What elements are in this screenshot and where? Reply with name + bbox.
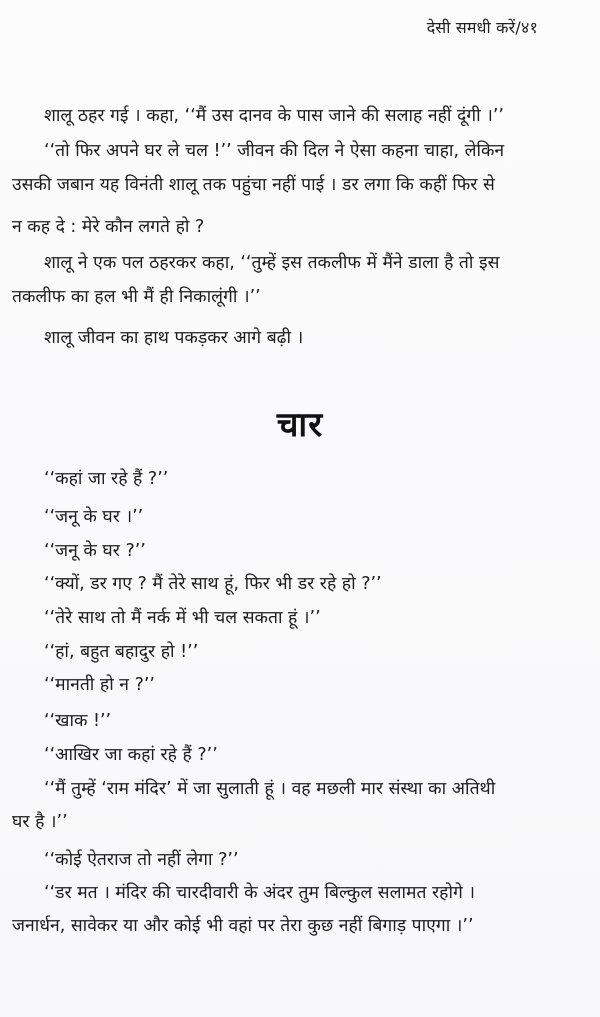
running-header: देसी समधी करें/४१ — [426, 18, 538, 37]
dialogue-line: ‘‘डर मत । मंदिर की चारदीवारी के अंदर तुम बिल्कुल सलामत रहोगे । — [44, 883, 476, 903]
text-line: उसकी जबान यह विनंती शालू तक पहुंचा नहीं पाई । डर लगा कि कहीं फिर से — [12, 175, 495, 195]
dialogue-line: ‘‘क्यों, डर गए ? मैं तेरे साथ हूं, फिर भी डर रहे हो ?’’ — [44, 574, 382, 594]
dialogue-line: ‘‘जनू के घर ।’’ — [44, 507, 144, 527]
dialogue-line: ‘‘मैं तुम्हें ‘राम मंदिर’ में जा सुलाती हूं । वह मछली मार संस्था का अतिथी — [44, 779, 496, 799]
text-line: शालू ठहर गई । कहा, ‘‘मैं उस दानव के पास जाने की सलाह नहीं दूंगी ।’’ — [44, 106, 504, 126]
dialogue-line: घर है ।’’ — [12, 812, 68, 832]
dialogue-line: जनार्धन, सावेकर या और कोई भी वहां पर तेरा कुछ नहीं बिगाड़ पाएगा ।’’ — [12, 916, 474, 936]
dialogue-line: ‘‘जनू के घर ?’’ — [44, 541, 146, 561]
dialogue-line: ‘‘मानती हो न ?’’ — [44, 675, 155, 695]
dialogue-line: ‘‘आखिर जा कहां रहे हैं ?’’ — [44, 745, 218, 765]
text-line: न कह दे : मेरे कौन लगते हो ? — [12, 217, 205, 237]
dialogue-line: ‘‘तेरे साथ तो मैं नर्क में भी चल सकता हूं ।’’ — [44, 608, 321, 628]
text-line: शालू जीवन का हाथ पकड़कर आगे बढ़ी । — [44, 328, 304, 348]
dialogue-line: ‘‘खाक !’’ — [44, 711, 112, 731]
text-line: तकलीफ का हल भी मैं ही निकालूंगी ।’’ — [12, 287, 261, 307]
dialogue-line: ‘‘कोई ऐतराज तो नहीं लेगा ?’’ — [44, 850, 239, 870]
dialogue-line: ‘‘हां, बहुत बहादुर हो !’’ — [44, 642, 199, 662]
chapter-heading: चार — [276, 405, 324, 445]
text-line: ‘‘तो फिर अपने घर ले चल !’’ जीवन की दिल ने ऐसा कहना चाहा, लेकिन — [44, 141, 505, 161]
dialogue-line: ‘‘कहां जा रहे हैं ?’’ — [44, 469, 169, 489]
text-line: शालू ने एक पल ठहरकर कहा, ‘‘तुम्हें इस तकलीफ में मैंने डाला है तो इस — [44, 253, 500, 273]
